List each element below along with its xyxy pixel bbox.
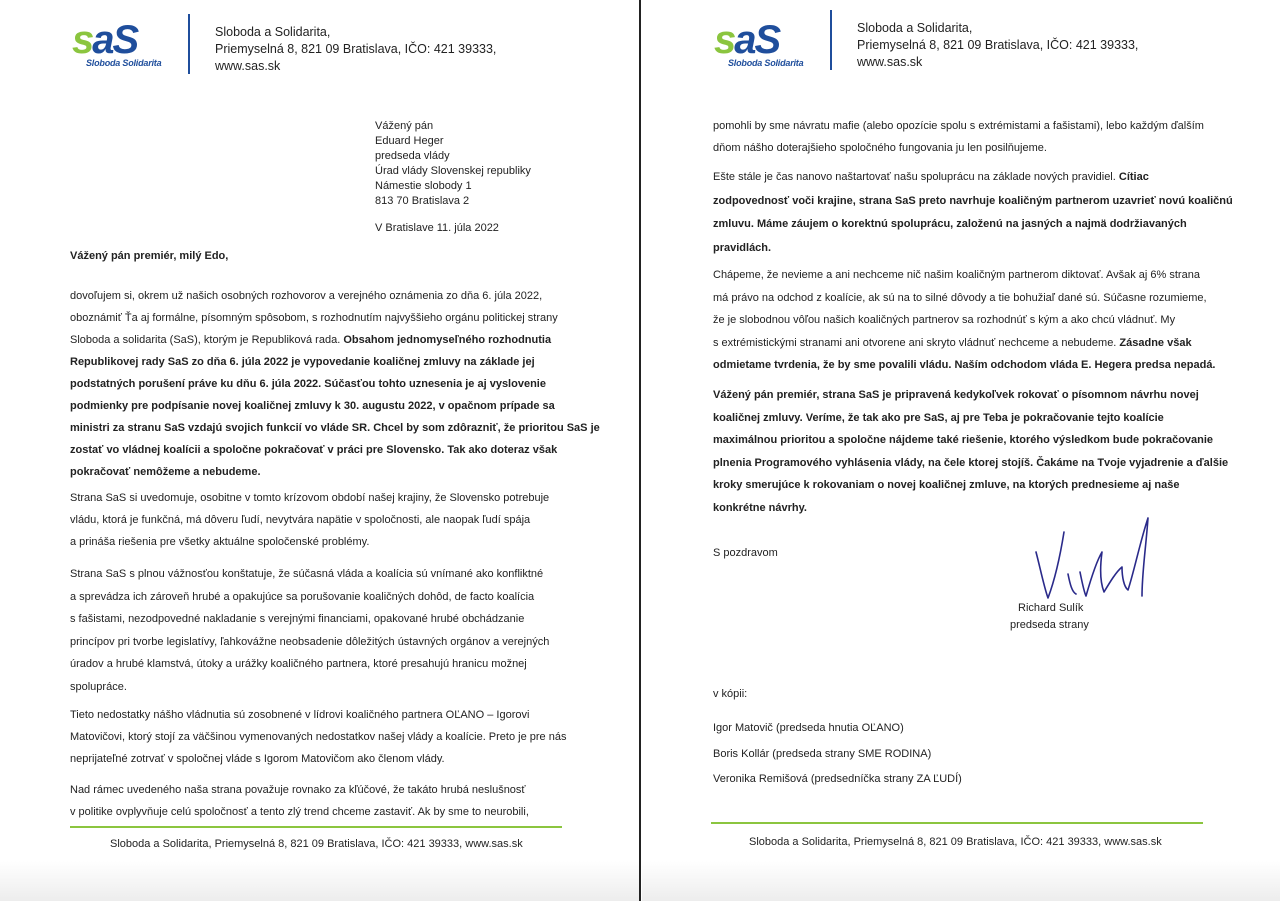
text-line: Sloboda a solidarita (SaS), ktorým je Republiková rada. Obsahom jednomyseľného rozhodnutia xyxy=(70,334,552,346)
text-line: maximálnou prioritou a spoločne nájdeme také riešenie, ktorého výsledkom bude pokračovanie xyxy=(713,434,1214,446)
logo-subtitle: Sloboda Solidarita xyxy=(86,58,162,68)
text-line: plnenia Programového vyhlásenia vlády, na čele ktorej stojíš. Čakáme na Tvoje vyjadrenie a ďalšie xyxy=(713,456,1229,469)
text-line: odmietame tvrdenia, že by sme povalili vládu. Naším odchodom vláda E. Hegera predsa nepadá. xyxy=(713,359,1216,371)
text-line: pravidlách. xyxy=(713,241,772,254)
text-line: a sprevádza ich zároveň hrubé a opakujúce sa porušovanie koaličných dohôd, de facto koalícia xyxy=(70,590,535,603)
signer-title: predseda strany xyxy=(1010,619,1089,631)
header-divider xyxy=(830,10,832,70)
logo-letter-a: a xyxy=(734,18,755,62)
text-line: Vážený pán premiér, strana SaS je pripravená kedykoľvek rokovať o písomnom návrhu novej xyxy=(713,389,1199,401)
paragraph-2 xyxy=(70,487,549,553)
recipient-line: Eduard Heger xyxy=(375,135,444,147)
recipient-line: 813 70 Bratislava 2 xyxy=(375,195,470,207)
cc-list xyxy=(713,716,962,793)
paragraph-1 xyxy=(70,285,600,483)
paragraph-3 xyxy=(713,264,1216,377)
text-line: pomohli by sme návratu mafie (alebo opozície spolu s extrémistami a fašistami), lebo každým ďalším xyxy=(713,120,1204,132)
org-address: Priemyselná 8, 821 09 Bratislava, IČO: 421 39333, xyxy=(215,42,497,56)
letter-date: V Bratislave 11. júla 2022 xyxy=(375,222,499,234)
org-website: www.sas.sk xyxy=(857,55,923,69)
salutation: Vážený pán premiér, milý Edo, xyxy=(70,250,229,262)
sas-logo xyxy=(72,20,192,70)
text-line: v politike ovplyvňuje celú spoločnosť a tento zlý trend chceme zastaviť. Ak by sme to neurobili, xyxy=(70,806,529,818)
closing: S pozdravom xyxy=(713,547,778,559)
paragraph-2 xyxy=(713,166,1233,260)
text-line: podmienky pre podpísanie novej koaličnej zmluvy k 30. augustu 2022, v opačnom prípade sa xyxy=(70,400,555,412)
text-line: ministri za stranu SaS vzdajú svojich funkcií vo vláde SR. Chcel by som zdôrazniť, že prioritou SaS je xyxy=(70,422,600,434)
text-line: podstatných porušení práve ku dňu 6. júla 2022. Súčasťou tohto uznesenia je aj vyslovenie xyxy=(70,378,546,390)
text-line: Tieto nedostatky nášho vládnutia sú zosobnené v lídrovi koaličného partnera OĽANO – Igorovi xyxy=(70,709,530,721)
signature xyxy=(1030,512,1160,604)
cc-item: Igor Matovič (predseda hnutia OĽANO) xyxy=(713,722,904,734)
paragraph-4 xyxy=(713,384,1228,519)
text-line: zmluvu. Máme záujem o korektnú spoluprácu, založenú na jasných a najmä dodržiavaných xyxy=(713,218,1187,230)
logo-letter-s-upper: S xyxy=(754,18,780,62)
recipient-line: Námestie slobody 1 xyxy=(375,180,472,192)
paragraph-1 xyxy=(713,115,1204,159)
letterhead-address xyxy=(215,24,496,75)
text-line: spolupráce. xyxy=(70,680,127,693)
org-name: Sloboda a Solidarita, xyxy=(857,21,973,35)
text-line: dovoľujem si, okrem už našich osobných rozhovorov a verejného oznámenia zo dňa 6. júla 2022, xyxy=(70,290,543,302)
paragraph-4 xyxy=(70,704,566,770)
text-line: zostať vo vládnej koalícii a spoločne pokračovať v práci pre Slovensko. Tak ako doteraz však xyxy=(70,444,558,456)
paragraph-5 xyxy=(70,779,529,823)
page-divider xyxy=(639,0,641,901)
text-line: Republikovej rady SaS zo dňa 6. júla 2022 je vypovedanie koaličnej zmluvy na základe jej xyxy=(70,356,535,368)
logo-letter-s-upper: S xyxy=(112,18,138,62)
letter-page-2 xyxy=(642,0,1280,901)
text-line: vládu, ktorá je funkčná, má dôveru ľudí, nevytvára napätie v spoločnosti, ale naopak ľudí spája xyxy=(70,514,531,526)
org-address: Priemyselná 8, 821 09 Bratislava, IČO: 421 39333, xyxy=(857,38,1139,52)
text-line: Strana SaS si uvedomuje, osobitne v tomto krízovom období našej krajiny, že Slovensko potrebuje xyxy=(70,492,550,504)
text-line: s fašistami, nezodpovedné nakladanie s verejnými financiami, opakované hrubé obchádzanie xyxy=(70,613,525,625)
text-line: Chápeme, že nevieme a ani nechceme nič našim koaličným partnerom diktovať. Avšak aj 6% strana xyxy=(713,269,1200,281)
logo-letter-s: s xyxy=(72,18,93,62)
cc-item: Boris Kollár (predseda strany SME RODINA) xyxy=(713,747,932,760)
letterhead-address xyxy=(857,20,1138,71)
text-line: má právo na odchod z koalície, ak sú na to silné dôvody a tie bohužiaľ dané sú. Súčasne rozumieme, xyxy=(713,291,1207,304)
text-line: zodpovednosť voči krajine, strana SaS preto navrhuje koaličným partnerom uzavrieť novú koaličnú xyxy=(713,194,1233,207)
text-line: dňom nášho doterajšieho spoločného fungovania ju len posilňujeme. xyxy=(713,142,1047,154)
org-website: www.sas.sk xyxy=(215,59,281,73)
page-shadow xyxy=(642,861,1280,901)
signer-name: Richard Sulík xyxy=(1018,602,1084,614)
text-line: že je slobodnou vôľou našich koaličných partnerov sa rozhodnúť s kým a ako chcú vládnuť. My xyxy=(713,314,1176,326)
logo-letter-s: s xyxy=(714,18,735,62)
footer-text: Sloboda a Solidarita, Priemyselná 8, 821 09 Bratislava, IČO: 421 39333, www.sas.sk xyxy=(110,838,523,850)
text-line: princípov pri tvorbe legislatívy, ľahkovážne neobsadenie dôležitých ústavných orgánov a verejných xyxy=(70,635,550,648)
text-line: Strana SaS s plnou vážnosťou konštatuje, že súčasná vláda a koalícia sú vnímané ako konfliktné xyxy=(70,568,544,580)
recipient-line: Vážený pán xyxy=(375,120,434,132)
text-line: s extrémistickými stranami ani otvorene ani skryto vládnuť nechceme a nebudeme. Zásadne však xyxy=(713,336,1192,349)
text-line: Nad rámec uvedeného naša strana považuje rovnako za kľúčové, že takáto hrubá neslušnosť xyxy=(70,784,526,796)
sas-logo xyxy=(714,20,834,70)
cc-item: Veronika Remišová (predsedníčka strany ZA ĽUDÍ) xyxy=(713,773,962,785)
text-line: a prináša riešenia pre všetky aktuálne spoločenské problémy. xyxy=(70,536,370,548)
recipient-line: Úrad vlády Slovenskej republiky xyxy=(375,165,531,177)
text-line: úradov a hrubé klamstvá, útoky a urážky koaličného partnera, ktoré presahujú hranicu možnej xyxy=(70,658,527,670)
text-line: koaličnej zmluvy. Veríme, že tak ako pre SaS, aj pre Teba je pokračovanie tejto koalície xyxy=(713,411,1164,424)
paragraph-3 xyxy=(70,563,549,698)
footer-rule xyxy=(711,822,1203,824)
footer-rule xyxy=(70,826,562,828)
text-line: Ešte stále je čas nanovo naštartovať našu spoluprácu na základe nových pravidiel. Cítiac xyxy=(713,171,1149,183)
recipient-line: predseda vlády xyxy=(375,150,450,162)
page-shadow xyxy=(0,861,640,901)
text-line: oboznámiť Ťa aj formálne, písomným spôsobom, s rozhodnutím najvyššieho orgánu politickej strany xyxy=(70,312,558,324)
recipient-block xyxy=(375,119,531,209)
text-line: neprijateľné zotrvať v spoločnej vláde s Igorom Matovičom ako členom vlády. xyxy=(70,753,445,765)
logo-subtitle: Sloboda Solidarita xyxy=(728,58,804,68)
text-line: konkrétne návrhy. xyxy=(713,501,807,514)
org-name: Sloboda a Solidarita, xyxy=(215,25,331,39)
logo-letter-a: a xyxy=(92,18,113,62)
text-line: kroky smerujúce k rokovaniam o novej koaličnej zmluve, na ktorých prednesieme aj naše xyxy=(713,479,1180,491)
header-divider xyxy=(188,14,190,74)
footer-text: Sloboda a Solidarita, Priemyselná 8, 821 09 Bratislava, IČO: 421 39333, www.sas.sk xyxy=(749,836,1162,848)
text-line: pokračovať nemôžeme a nebudeme. xyxy=(70,466,261,478)
cc-label: v kópii: xyxy=(713,688,748,700)
text-line: Matovičovi, ktorý stojí za väčšinou vymenovaných nedostatkov našej vlády a koalície. Preto je pre nás xyxy=(70,731,567,743)
